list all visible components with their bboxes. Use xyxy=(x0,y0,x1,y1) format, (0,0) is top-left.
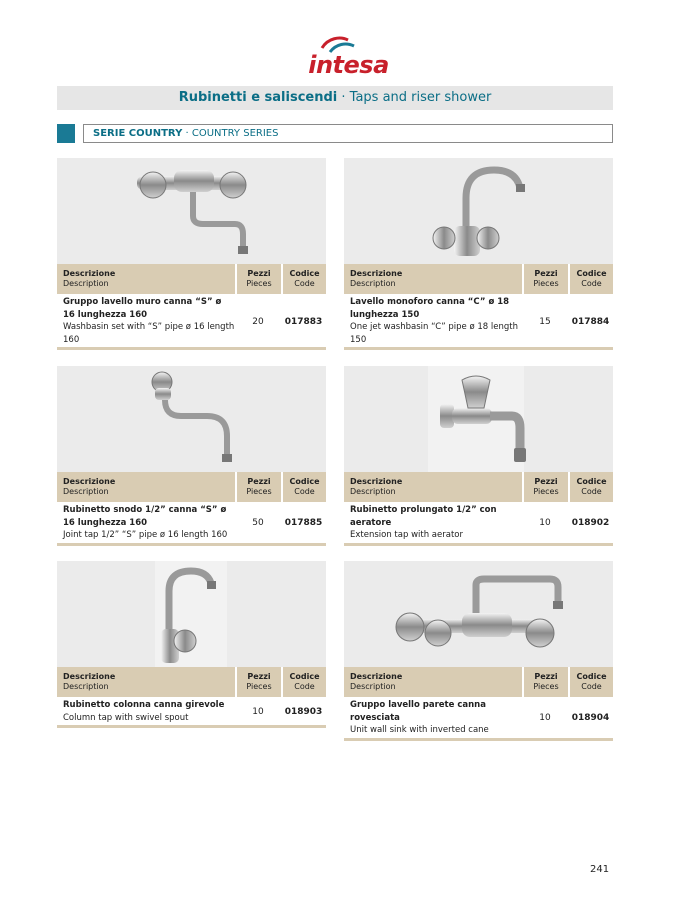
table-header xyxy=(344,472,613,502)
wall-sink-mixer-s-spout-icon xyxy=(57,158,326,264)
column-header-description-en: Description xyxy=(63,682,109,691)
column-header-code: Codice xyxy=(576,269,607,278)
one-hole-basin-mixer-c-spout-icon xyxy=(344,158,613,264)
product-code: 017883 xyxy=(284,317,323,327)
column-header-code: Codice xyxy=(576,672,607,681)
product-code: 018902 xyxy=(571,518,610,528)
title-italian: Rubinetti e saliscendi xyxy=(178,90,338,105)
row-divider xyxy=(57,347,326,350)
product-pieces: 10 xyxy=(252,707,264,717)
page-number: 241 xyxy=(590,864,610,875)
brand-logo xyxy=(0,34,697,78)
column-header-description-en: Description xyxy=(350,682,396,691)
column-header-code-en: Code xyxy=(294,487,315,496)
table-header xyxy=(57,264,326,294)
column-header-code: Codice xyxy=(576,477,607,486)
column-header-pieces: Pezzi xyxy=(534,477,558,486)
column-header-description-en: Description xyxy=(63,279,109,288)
series-english: COUNTRY SERIES xyxy=(191,128,279,139)
column-header-pieces-en: Pieces xyxy=(533,279,559,288)
column-header-pieces: Pezzi xyxy=(534,269,558,278)
product-name-it: Rubinetto prolungato 1/2” con aeratore xyxy=(350,505,497,528)
column-header-pieces: Pezzi xyxy=(247,269,271,278)
column-header-code: Codice xyxy=(289,477,320,486)
row-divider xyxy=(344,543,613,546)
column-header-pieces-en: Pieces xyxy=(246,487,272,496)
column-header-pieces-en: Pieces xyxy=(533,487,559,496)
column-header-description-en: Description xyxy=(350,487,396,496)
product-photo xyxy=(57,561,326,667)
series-marker xyxy=(57,124,75,143)
row-divider xyxy=(344,347,613,350)
column-header-description: Descrizione xyxy=(350,672,403,681)
title-separator: · xyxy=(337,90,350,105)
table-header xyxy=(57,472,326,502)
series-heading xyxy=(83,124,613,143)
product-name-en: Washbasin set with “S” pipe ø 16 length 160 xyxy=(63,322,235,345)
product-photo xyxy=(344,561,613,667)
product-photo xyxy=(344,158,613,264)
table-header xyxy=(344,667,613,697)
column-header-pieces: Pezzi xyxy=(247,477,271,486)
product-pieces: 10 xyxy=(539,518,551,528)
product-photo xyxy=(57,158,326,264)
column-header-code: Codice xyxy=(289,269,320,278)
column-header-code-en: Code xyxy=(581,279,602,288)
column-tap-swivel-spout-icon xyxy=(57,561,326,667)
product-name-en: Column tap with swivel spout xyxy=(63,712,189,723)
title-english: Taps and riser shower xyxy=(349,90,492,105)
column-header-code-en: Code xyxy=(581,487,602,496)
product-name-it: Gruppo lavello muro canna “S” ø 16 lunghezza 160 xyxy=(63,297,222,320)
extension-tap-aerator-icon xyxy=(344,366,613,472)
product-name-it: Gruppo lavello parete canna rovesciata xyxy=(350,700,486,723)
product-photo xyxy=(57,366,326,472)
wall-sink-mixer-inverted-spout-icon xyxy=(344,561,613,667)
row-divider xyxy=(344,738,613,741)
product-name-en: Extension tap with aerator xyxy=(350,530,463,540)
column-header-pieces-en: Pieces xyxy=(533,682,559,691)
product-code: 018904 xyxy=(571,713,610,723)
series-separator: · xyxy=(182,128,192,139)
column-header-code-en: Code xyxy=(294,682,315,691)
product-name-en: One jet washbasin “C” pipe ø 18 length 150 xyxy=(350,322,518,345)
column-header-pieces: Pezzi xyxy=(534,672,558,681)
table-header xyxy=(344,264,613,294)
row-divider xyxy=(57,543,326,546)
column-header-description-en: Description xyxy=(63,487,109,496)
product-code: 017885 xyxy=(284,518,323,528)
product-photo xyxy=(344,366,613,472)
column-header-pieces-en: Pieces xyxy=(246,682,272,691)
column-header-description-en: Description xyxy=(350,279,396,288)
column-header-code: Codice xyxy=(289,672,320,681)
column-header-code-en: Code xyxy=(294,279,315,288)
product-pieces: 15 xyxy=(539,317,551,327)
product-name-it: Rubinetto snodo 1/2” canna “S” ø 16 lunghezza 160 xyxy=(63,505,227,528)
product-pieces: 20 xyxy=(252,317,264,327)
column-header-description: Descrizione xyxy=(63,672,116,681)
product-name-it: Lavello monoforo canna “C” ø 18 lunghezza 150 xyxy=(350,297,510,320)
product-pieces: 10 xyxy=(539,713,551,723)
product-code: 018903 xyxy=(284,707,323,717)
product-name-en: Joint tap 1/2” “S” pipe ø 16 length 160 xyxy=(63,530,228,540)
product-code: 017884 xyxy=(571,317,610,327)
product-pieces: 50 xyxy=(252,518,264,528)
table-header xyxy=(57,667,326,697)
product-name-en: Unit wall sink with inverted cane xyxy=(350,725,489,735)
wall-joint-tap-s-spout-icon xyxy=(57,366,326,472)
brand-name: intesa xyxy=(308,51,389,79)
column-header-description: Descrizione xyxy=(63,269,116,278)
column-header-pieces-en: Pieces xyxy=(246,279,272,288)
row-divider xyxy=(57,725,326,728)
product-name-it: Rubinetto colonna canna girevole xyxy=(63,700,225,710)
column-header-code-en: Code xyxy=(581,682,602,691)
column-header-description: Descrizione xyxy=(350,477,403,486)
column-header-pieces: Pezzi xyxy=(247,672,271,681)
page-title xyxy=(57,86,613,110)
column-header-description: Descrizione xyxy=(63,477,116,486)
column-header-description: Descrizione xyxy=(350,269,403,278)
series-italian: SERIE COUNTRY xyxy=(93,128,183,139)
